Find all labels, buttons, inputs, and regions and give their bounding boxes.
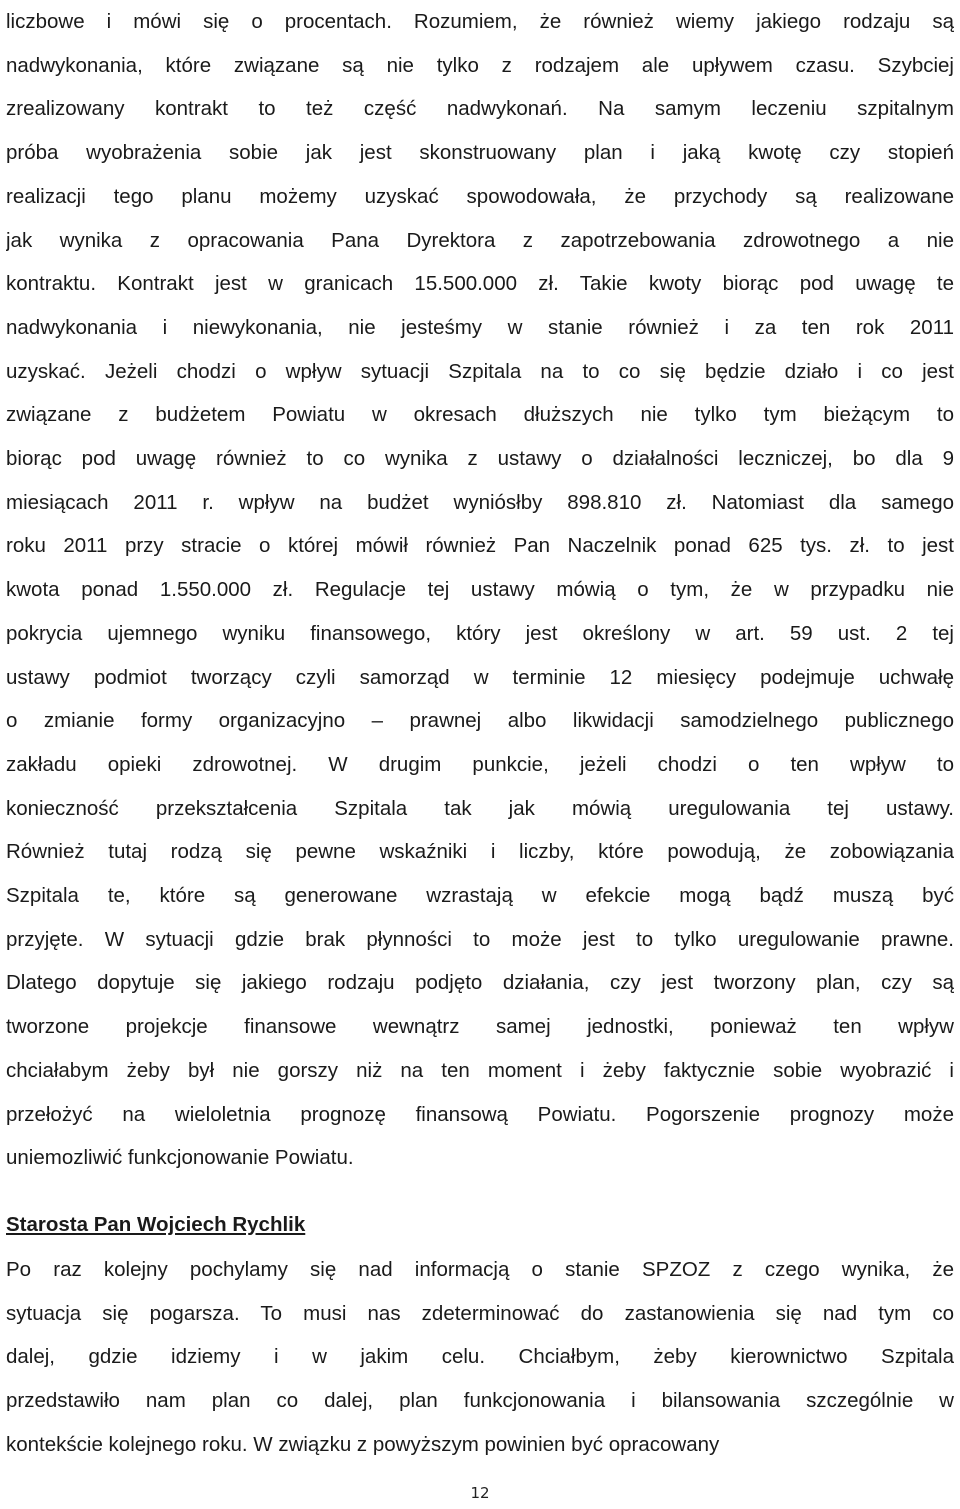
text-line: nadwykonania, które związane są nie tylko z rodzajem ale upływem czasu. Szybciej	[6, 53, 954, 77]
text-line: biorąc pod uwagę również to co wynika z ustawy o działalności leczniczej, bo dla 9	[6, 447, 954, 471]
speaker-heading: Starosta Pan Wojciech Rychlik	[6, 1213, 306, 1236]
paragraph-council-statement	[6, 0, 954, 1180]
page-number: 12	[470, 1484, 490, 1502]
text-line: uniemozliwić funkcjonowanie Powiatu.	[6, 1146, 354, 1170]
text-line: dalej, gdzie idziemy i w jakim celu. Chciałbym, żeby kierownictwo Szpitala	[6, 1345, 954, 1369]
text-line: kontraktu. Kontrakt jest w granicach 15.500.000 zł. Takie kwoty biorąc pod uwagę te	[6, 272, 954, 296]
text-line: konieczność przekształcenia Szpitala tak jak mówią uregulowania tej ustawy.	[6, 796, 954, 820]
text-line: przedstawiło nam plan co dalej, plan funkcjonowania i bilansowania szczególnie w	[6, 1389, 954, 1413]
text-line: tworzone projekcje finansowe wewnątrz samej jednostki, ponieważ ten wpływ	[6, 1015, 954, 1039]
text-line: miesiącach 2011 r. wpływ na budżet wyniósłby 898.810 zł. Natomiast dla samego	[6, 490, 954, 514]
text-line: Szpitala te, które są generowane wzrastają w efekcie mogą bądź muszą być	[6, 884, 954, 908]
text-line: Po raz kolejny pochylamy się nad informacją o stanie SPZOZ z czego wynika, że	[6, 1258, 954, 1281]
text-line: pokrycia ujemnego wyniku finansowego, który jest określony w art. 59 ust. 2 tej	[6, 621, 954, 645]
text-line: przyjęte. W sytuacji gdzie brak płynności to może jest to tylko uregulowanie prawne.	[6, 927, 954, 951]
text-line: przełożyć na wieloletnia prognozę finansową Powiatu. Pogorszenie prognozy może	[6, 1102, 954, 1126]
text-line: nadwykonania i niewykonania, nie jesteśmy w stanie również i za ten rok 2011	[6, 315, 954, 339]
text-line: próba wyobrażenia sobie jak jest skonstruowany plan i jaką kwotę czy stopień	[6, 141, 954, 165]
text-line: o zmianie formy organizacyjno – prawnej albo likwidacji samodzielnego publicznego	[6, 709, 954, 733]
text-line: sytuacja się pogarsza. To musi nas zdeterminować do zastanowienia się nad tym co	[6, 1301, 954, 1325]
text-line: Również tutaj rodzą się pewne wskaźniki i liczby, które powodują, że zobowiązania	[6, 840, 954, 864]
text-line: uzyskać. Jeżeli chodzi o wpływ sytuacji Szpitala na to co się będzie działo i co jest	[6, 359, 954, 383]
text-line: roku 2011 przy stracie o której mówił również Pan Naczelnik ponad 625 tys. zł. to jest	[6, 534, 954, 558]
text-line: realizacji tego planu możemy uzyskać spowodowała, że przychody są realizowane	[6, 184, 954, 208]
text-line: kwota ponad 1.550.000 zł. Regulacje tej ustawy mówią o tym, że w przypadku nie	[6, 578, 954, 602]
text-line: zakładu opieki zdrowotnej. W drugim punkcie, jeżeli chodzi o ten wpływ to	[6, 752, 954, 776]
paragraph-starosta-statement	[6, 1248, 954, 1467]
text-line: jak wynika z opracowania Pana Dyrektora z zapotrzebowania zdrowotnego a nie	[6, 228, 954, 252]
text-line: liczbowe i mówi się o procentach. Rozumiem, że również wiemy jakiego rodzaju są	[6, 10, 954, 33]
text-line: zrealizowany kontrakt to też część nadwykonań. Na samym leczeniu szpitalnym	[6, 97, 954, 121]
text-line: chciałabym żeby był nie gorszy niż na ten moment i żeby faktycznie sobie wyobrazić i	[6, 1058, 954, 1082]
text-line: związane z budżetem Powiatu w okresach dłuższych nie tylko tym bieżącym to	[6, 403, 954, 427]
text-line: kontekście kolejnego roku. W związku z powyższym powinien być opracowany	[6, 1432, 720, 1456]
text-line: ustawy podmiot tworzący czyli samorząd w terminie 12 miesięcy podejmuje uchwałę	[6, 665, 954, 689]
text-line: Dlatego dopytuje się jakiego rodzaju podjęto działania, czy jest tworzony plan, czy są	[6, 971, 954, 995]
